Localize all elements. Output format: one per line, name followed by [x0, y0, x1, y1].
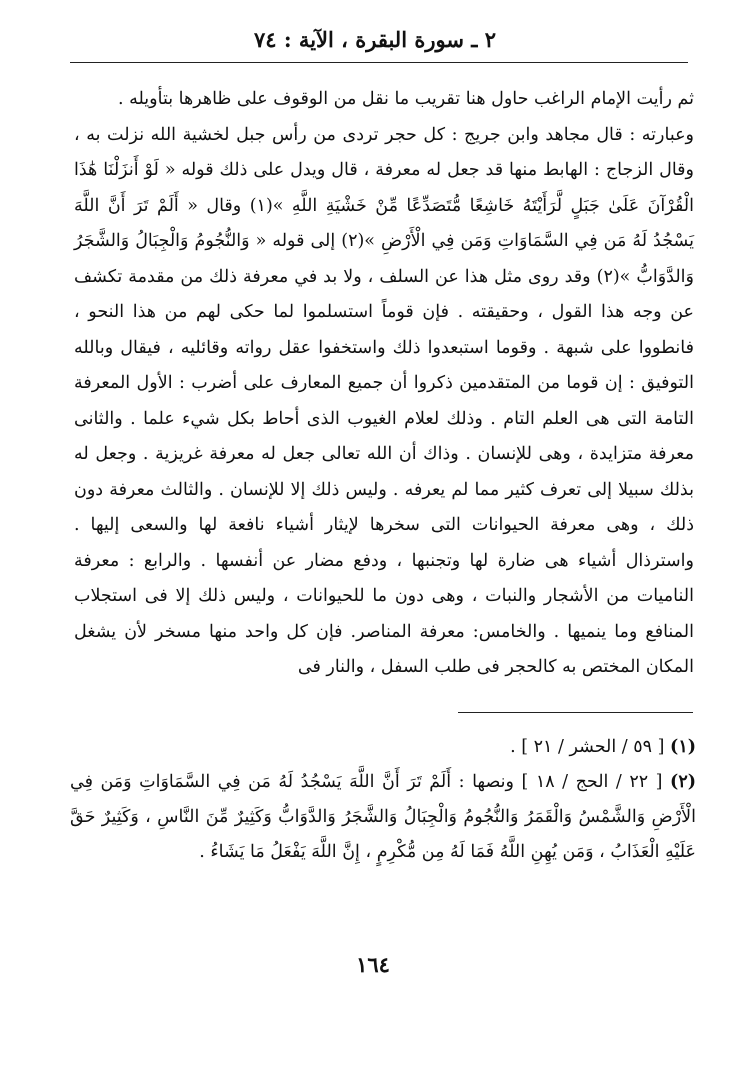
footnote-text: [ ٢٢ / الحج / ١٨ ] ونصها : أَلَمْ تَرَ أَنَّ اللَّهَ يَسْجُدُ لَهُ مَن فِي السَّمَاوَاتِ وَمَن فِي الْأَرْضِ وَالشَّمْسُ وَالْقَمَرُ وَالنُّجُومُ وَالْجِبَالُ وَالشَّجَرُ وَالدَّوَابُّ وَكَثِيرٌ مِّنَ النَّاسِ ، وَكَثِيرٌ حَقَّ عَلَيْهِ الْعَذَابُ ، وَمَن يُهِنِ اللَّهُ فَمَا لَهُ مِن مُّكْرِمٍ ، إِنَّ اللَّهَ يَفْعَلُ مَا يَشَاءُ . [70, 772, 696, 862]
footnote-number: (٢) [670, 772, 696, 792]
footnote-divider [458, 712, 693, 713]
running-header: ٢ ـ سورة البقرة ، الآية : ٧٤ [254, 27, 496, 52]
page-number: ١٦٤ [356, 952, 390, 977]
paragraph: ثم رأيت الإمام الراغب حاول هنا تقريب ما نقل من الوقوف على ظاهرها بتأويله . [117, 89, 694, 109]
main-text [74, 82, 694, 686]
footnote-1 [70, 730, 696, 765]
footnote-2 [70, 765, 696, 870]
footnote-text: [ ٥٩ / الحشر / ٢١ ] . [510, 737, 665, 757]
header-divider [70, 62, 688, 63]
paragraph: وعبارته : قال مجاهد وابن جريج : كل حجر تردى من رأس جبل لخشية الله نزلت به ، وقال الزجاج : الهابط منها قد جعل له معرفة ، قال ويدل على ذلك قوله « لَوْ أَنزَلْنَا هَٰذَا الْقُرْآنَ عَلَىٰ جَبَلٍ لَّرَأَيْتَهُ خَاشِعًا مُّتَصَدِّعًا مِّنْ خَشْيَةِ اللَّهِ »(١) وقال « أَلَمْ تَرَ أَنَّ اللَّهَ يَسْجُدُ لَهُ مَن فِي السَّمَاوَاتِ وَمَن فِي الْأَرْضِ »(٢) إلى قوله « وَالنُّجُومُ وَالْجِبَالُ وَالشَّجَرُ وَالدَّوَابُّ »(٢) وقد روى مثل هذا عن السلف ، ولا بد في معرفة ذلك من مقدمة تكشف عن وجه هذا القول ، وحقيقته . فإن قوماً استسلموا لما حكى لهم من هذا النحو ، فانطووا على شبهة . وقوما استبعدوا ذلك واستخفوا عقل رواته وقائليه ، فيقال وبالله التوفيق : إن قوما من المتقدمين ذكروا أن جميع المعارف على أضرب : الأول المعرفة التامة التى هى العلم التام . وذلك لعلام الغيوب الذى أحاط بكل شيء علما . والثانى معرفة متزايدة ، وهى للإنسان . وذاك أن الله تعالى جعل له معرفة غريزية . وجعل له بذلك سبيلا إلى تعرف كثير مما لم يعرفه . وليس ذلك إلا للإنسان . والثالث معرفة دون ذلك ، وهى معرفة الحيوانات التى سخرها لإيثار أشياء نافعة لها والسعى إليها . واسترذال أشياء هى ضارة لها وتجنبها ، ودفع مضار عن أنفسها . والرابع : معرفة الناميات من الأشجار والنبات ، وهى دون ما للحيوانات ، وليس ذلك إلا فى استجلاب المنافع وما ينميها . والخامس: معرفة المناصر. فإن كل واحد منها مسخر لأن يشغل المكان المختص به كالحجر فى طلب السفل ، والنار فى [74, 124, 695, 677]
footnotes [70, 730, 696, 870]
footnote-number: (١) [670, 737, 696, 757]
